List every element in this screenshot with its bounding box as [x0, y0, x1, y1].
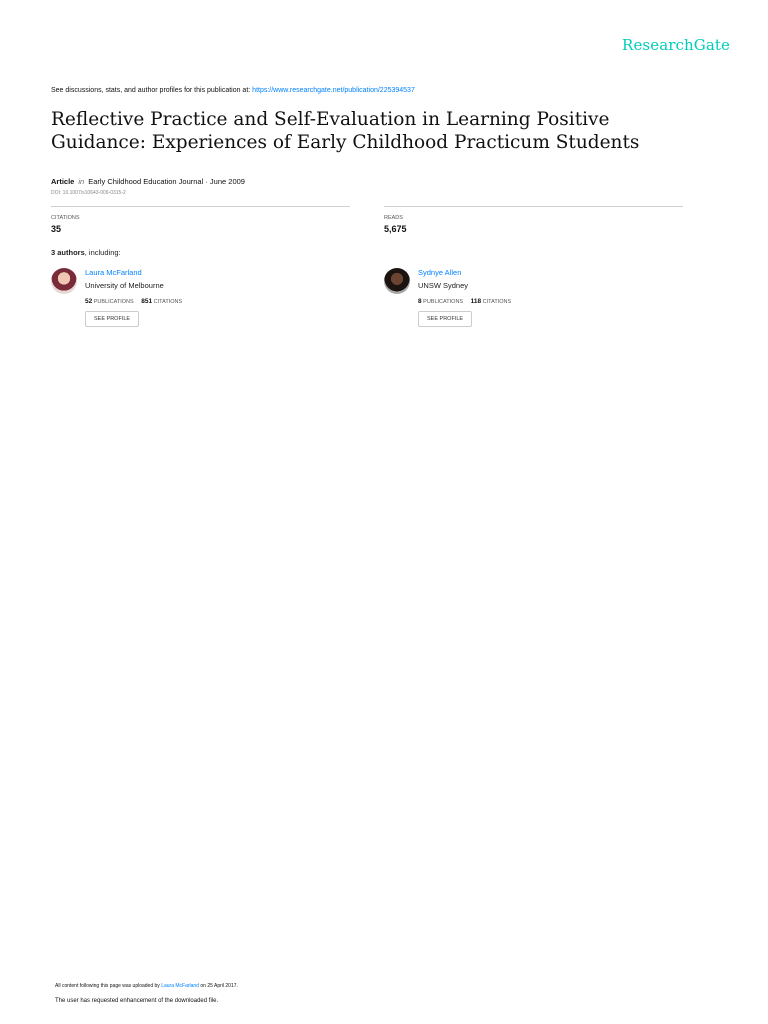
- reads-label: READS: [384, 215, 403, 221]
- author-stats: [418, 298, 678, 305]
- see-profile-button[interactable]: SEE PROFILE: [85, 311, 139, 327]
- author-citations-label: CITATIONS: [482, 299, 512, 305]
- citations-label: CITATIONS: [51, 215, 80, 221]
- reads-stat: [384, 206, 683, 234]
- researchgate-logo[interactable]: ResearchGate: [622, 36, 730, 54]
- doi-text: DOI: 10.1007/s10643-009-0315-2: [51, 190, 126, 196]
- author-citations-count: 851: [141, 298, 153, 305]
- author-citations-count: 118: [470, 298, 482, 305]
- discussion-prefix: See discussions, stats, and author profiles for this publication at:: [51, 87, 253, 94]
- publications-label: PUBLICATIONS: [93, 299, 134, 305]
- author-stats: [85, 298, 345, 305]
- article-type: Article: [51, 177, 75, 186]
- reads-value: 5,675: [384, 224, 407, 234]
- upload-prefix: All content following this page was uploaded by: [55, 983, 162, 989]
- citations-stat: [51, 206, 350, 234]
- author-institution: University of Melbourne: [85, 281, 164, 290]
- publication-link[interactable]: https://www.researchgate.net/publication/225394537: [252, 87, 415, 94]
- authors-count: 3 authors: [51, 248, 85, 257]
- citations-value: 35: [51, 224, 62, 234]
- avatar[interactable]: [384, 268, 410, 294]
- author-name-link[interactable]: Laura McFarland: [85, 268, 142, 277]
- upload-note: [55, 983, 238, 989]
- authors-heading: [51, 248, 121, 257]
- journal-venue: Early Childhood Education Journal · June 2009: [88, 177, 245, 186]
- in-label: in: [78, 177, 85, 186]
- author-citations-label: CITATIONS: [153, 299, 183, 305]
- publications-count: 8: [418, 298, 422, 305]
- paper-title: Reflective Practice and Self-Evaluation in Learning Positive Guidance: Experiences of Early Childhood Practicum Students: [51, 109, 640, 153]
- uploader-link[interactable]: Laura McFarland: [161, 983, 199, 989]
- see-profile-button[interactable]: SEE PROFILE: [418, 311, 472, 327]
- author-institution: UNSW Sydney: [418, 281, 469, 290]
- publications-count: 52: [85, 298, 93, 305]
- publications-label: PUBLICATIONS: [423, 299, 464, 305]
- upload-suffix: on 25 April 2017.: [198, 983, 238, 989]
- enhancement-note: The user has requested enhancement of the downloaded file.: [55, 998, 219, 1004]
- avatar[interactable]: [51, 268, 77, 294]
- article-meta: [51, 177, 245, 186]
- discussion-line: [51, 87, 415, 94]
- author-name-link[interactable]: Sydnye Allen: [418, 268, 462, 277]
- authors-suffix: , including:: [84, 248, 121, 257]
